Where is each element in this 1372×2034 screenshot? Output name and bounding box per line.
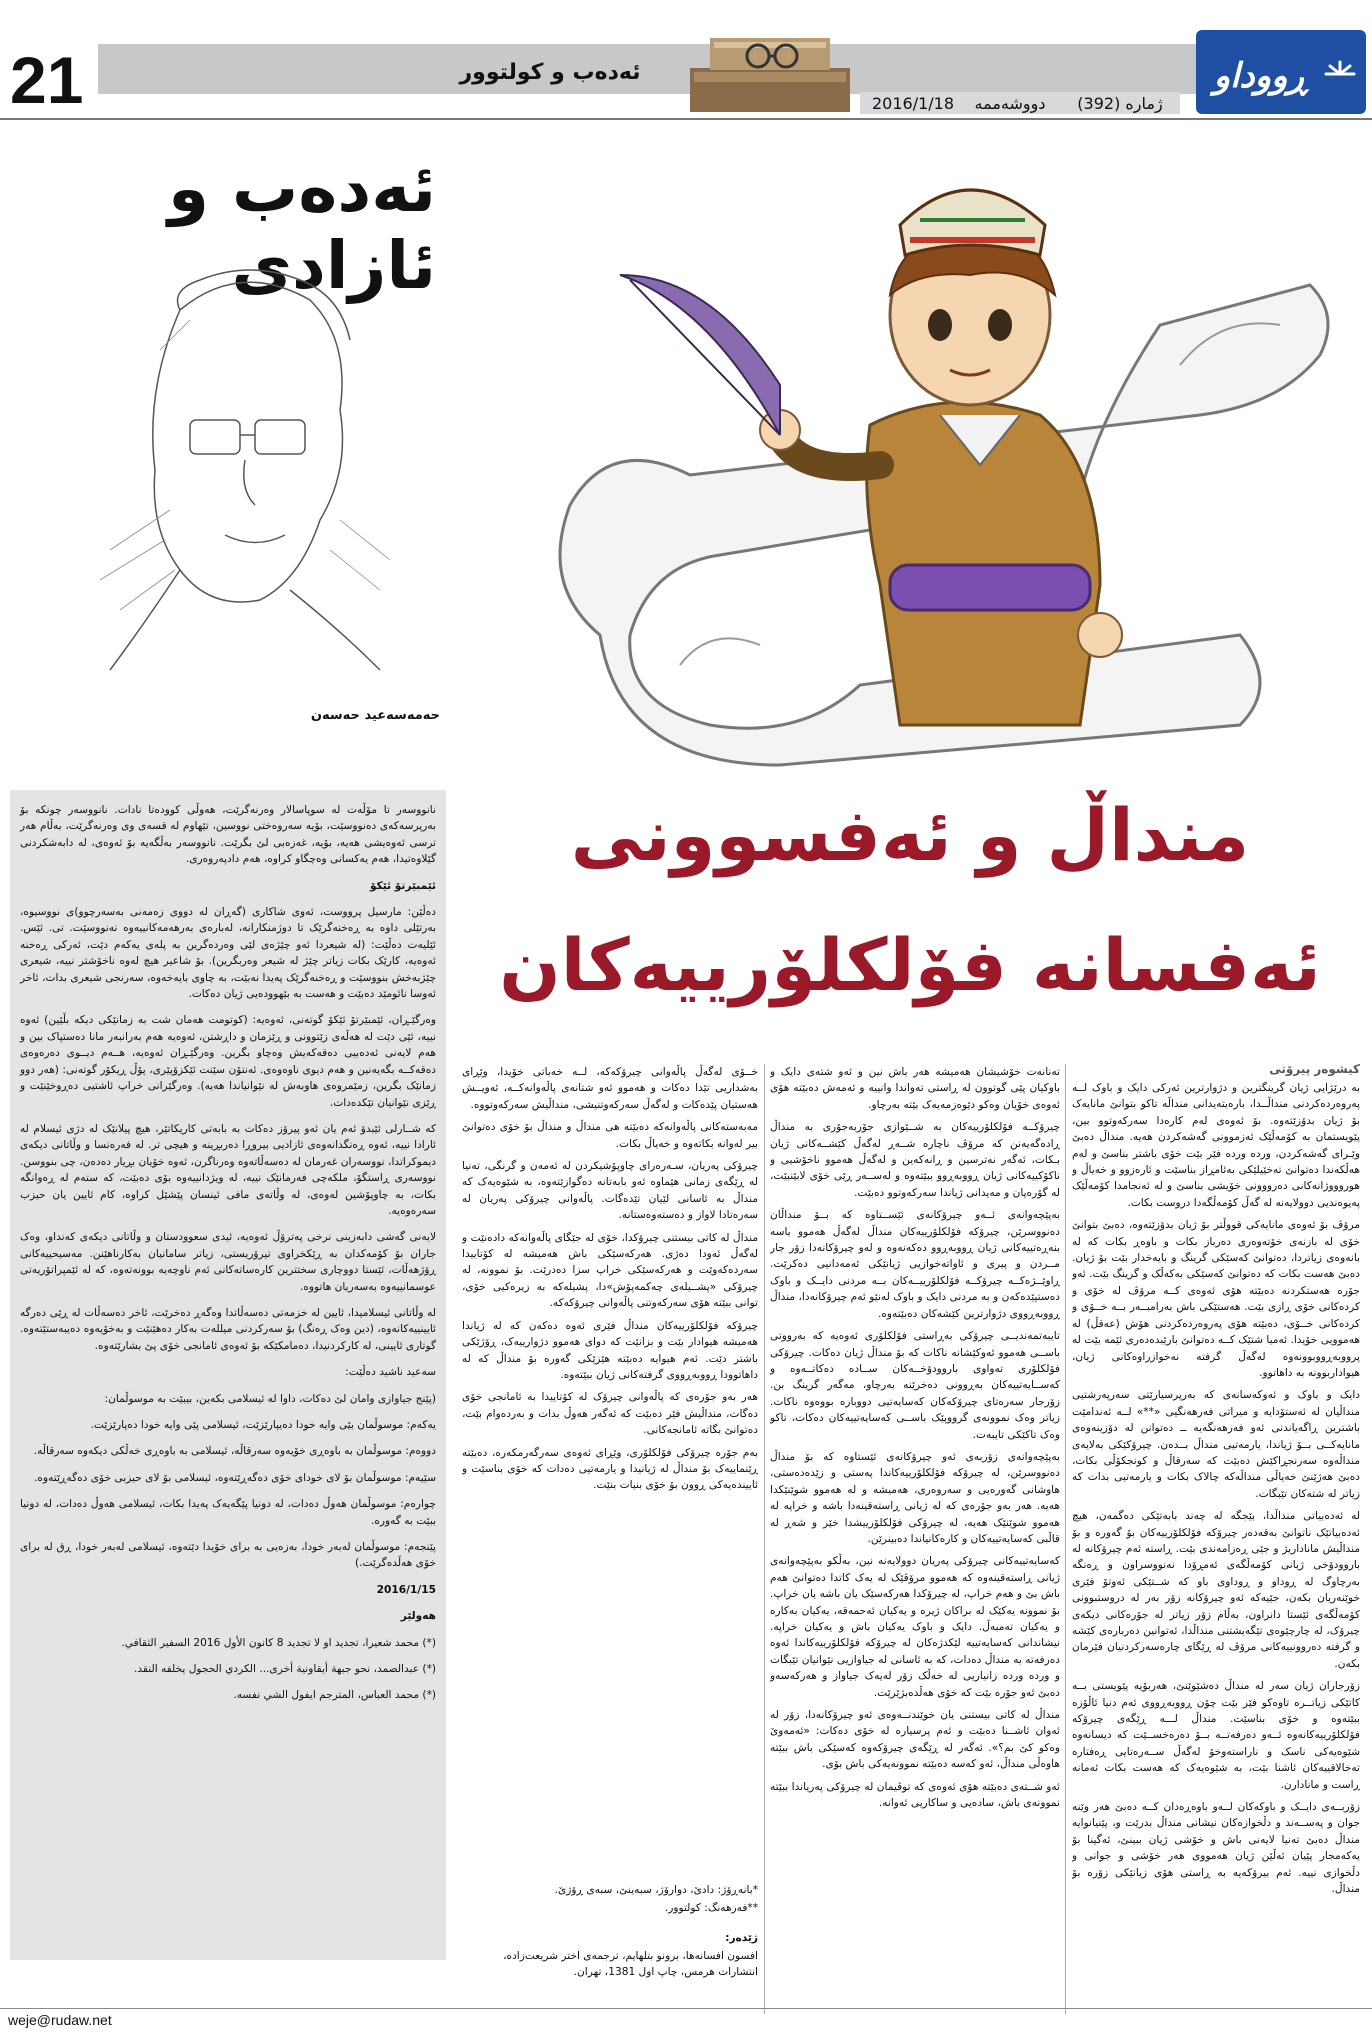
article-column-3: [462, 1064, 758, 1874]
boy-with-quill-illustration: [480, 165, 1360, 775]
paragraph: تەنانەت خۆشیشان هەمیشە هەر باش نین و ئەو شتەی دایک و باوکیان پێی گوتوون لە ڕاستی تەواندا وانییە و ئەمەش دەبێتە هۆی ئەوەی خۆیان وەکو دێوەزمەیەک بێتە بەرچاو.: [770, 1066, 1060, 1111]
paragraph: نانووسەر تا مۆڵەت لە سوپاسالار وەرنەگرێت، هەوڵی کوودەتا نادات. نانووسەر چونکە بۆ بەرپرسەکەی دەنووسێت، بۆیە سەروەختی نووسین، تێهاوم لە قسەی وی وەرنەگرێت، بەڵام هەر ترسی ئەوەیشی هەیە، بۆیە، غەزەبی لێ بگرێت. نانووسەر بەڵگەیە بۆ ئەوەی، لە دابەشکردنی گێلاوەتیدا، هەم یەکسانی وەچگاو کراوە، هەم دادپەروەری.: [20, 804, 436, 866]
logo-sun-icon: [1320, 40, 1360, 80]
article-footnotes: [462, 1882, 758, 2022]
signature-date: 2016/1/15: [376, 1583, 436, 1596]
left-article-title: ئەدەب و ئازادی: [168, 150, 436, 304]
paragraph: چوارەم: موسوڵمان هەوڵ دەدات، لە دونیا پێگەیەک پەیدا بکات، ئیسلامی هەوڵ دەدات، لە دونیا ببێت بە گەورە.: [20, 1498, 436, 1527]
paragraph: زۆرجاران ژیان سەر لە منداڵ دەشێوێنێ، هەربۆیە پێویستی بــە کاتێکی زیاتــرە تاوەکو فێر بێت چۆن ڕووبەڕووی ئەم دنیا ئاڵۆزە ببێتەوە و خۆی بناسێت. منداڵ لـــە ڕێگەی چیرۆکە فۆلکلۆرییەکانەوە ئــەو دەرفەتــە بــۆ دەرەخســێت کە دیسانەوە شێوەیەکی ناسک و ناراستەوخۆ لەگەڵ ســەرەتایی ڕەفتارە تەخالاقییەکان ئاشنا بێت، بە شێوەیەک کە هەست بکات ئەمانە ڕاست و مانادارن.: [1072, 1680, 1360, 1791]
article-column-2: [770, 1064, 1060, 2020]
section-title: ئەدەب و کولتوور: [459, 60, 641, 85]
paragraph: خــۆی لەگەڵ پاڵەوانی چیرۆکەکە، لــە خەباتی خۆیدا، وێڕای بەشداریی تێدا دەکات و هەموو ئەو شتانەی پاڵەوانەکــە، ئەویــش هەستیان پێدەکات و لەگەڵ سەرکەوتنیشی، منداڵیش سەرکەوتووە.: [462, 1066, 758, 1111]
paragraph: ئەو شــتەی دەبێتە هۆی ئەوەی کە توڤیمان لە چیرۆکی پەریاندا ببێتە نموونەی باش، سادەیی و ساکاریی ئەوانە.: [770, 1780, 1060, 1810]
paragraph: چیرۆکی پەریان، سـەرەرای چاوپۆشیکردن لە ئەمەن و گرنگی، تەنیا لە ڕێگەی زمانی هێماوە ئەو بابەتانە دەگوازێتەوە، بە شێوەیەک کە منداڵ بە ئاسانی لێیان تێدەگات. پاڵەوانی چیرۆکی پەریان لە سەرەتادا لاواز و دەستەوەستانە.: [462, 1160, 758, 1222]
paragraph: لە ئەدەبیاتی منداڵدا، بێجگە لە چەند بابەتێکی دەگمەن، هیچ ئەدەبیاتێک ناتوانێ بەقەدەر چیرۆکە فۆلکلۆرییەکان بۆ گەورە و بۆ منداڵیش ماناداریژ و جێی ڕەزامەندی بێت. ڕاستە ئەم چیرۆکانە لە باروودۆخی ژیانی کۆمەڵگەی ئەمڕۆدا نەنووسراون و ڕەنگە بەرچاوگ لە ڕوداو و ڕوداوی باو کە شــتێکی ئەوتۆ فێری خوێنەریان بکەن، جێیەکە ئەو چیرۆکانە زۆر بەر لە دروستبوونی کۆمەڵگەی ئێستا دانراون، بەڵام زۆر زیاتر لە جۆرەکانی دیکەی چیرۆک، لە چارچێوەی تێگەیشتنی منداڵدا، ئەتوانین دەربارەی کێشە و گرفتە دەروونییەکانی مرۆڤ لە ڕێگای چارەسەرکردنیان فێرمان بکەن.: [1072, 1510, 1360, 1670]
paragraph: کەسایەتییەکانی چیرۆکی پەریان دوولایەنە نین، بەڵکو بەپێچەوانەی ژیانی ڕاستەقینەوە کە هەموو مرۆڤێک لە یەک کاتدا دەتوانێ هەم باش بێ و هەم خراپ، لە چیرۆکدا هەرکەسێک یان باشە یان خراپ. بۆ نموونە یەکێک لە براکان ژیرە و یەکیان ئەحمەقە، یەکیان بەکارە و یەکیان تەمبەڵ. دایک و باوک یەکیان باش و یەکیان خراپە. نیشاندانی کەسایەتییە لێکدژەکان لە چیرۆکە فۆلکلۆرییەکاندا ئەوە دەرفەتە بە منداڵ دەدات، کە بە ئاسانی لە جیاوازیی نێوانیان تێبگات و ورده ورده زانیاریی لە خەڵک زۆر لەیەک جیاواز و هەرکەسەو دەبێ ئەو جۆرە بێت کە خۆی هەڵدەبژێرێت.: [770, 1555, 1060, 1699]
footer-divider: [0, 2008, 1372, 2009]
paragraph: دووەم: موسوڵمان بە باوەڕی خۆیەوە سەرقاڵە، ئیسلامی بە باوەڕی خەڵکی دیکەوە سەرقاڵە.: [33, 1445, 436, 1458]
paragraph: منداڵ لە کاتی بیستنی چیرۆکدا، خۆی لە جێگای پاڵەوانەکە دادەنێت و لەگەڵ ئەودا دەژی. هەرکەسێکی باش هەمیشە لە کۆتاییدا سەردەکەوێت و هەرکەسێکی خراپ سزا دەدرێت. بۆ نموونە، لە چیرۆکی «پشــیلەی چەکمەپۆش»دا، پشیلەکە بە زیرەکیی خۆی، توانی ببێتە هۆی سەرکەوتنی پاڵەوانی چیرۆکەکە.: [462, 1231, 758, 1310]
main-article-title: منداڵ و ئەفسوونی ئەفسانە فۆلکلۆرییەکان: [499, 793, 1321, 1007]
paragraph: مرۆڤ بۆ ئەوەی مانایەکی قووڵتر بۆ ژیان بدۆزێتەوە، دەبێ بتوانێ خۆی لە بازنەی خۆتەوەری دەرباز بکات و باوەڕ بکات کە لە بانەوەی زیاتردا، دەتوانێ کەسێکی گرینگ و بایەخدار بێت بۆ ژیان. دەبێ هەست بکات کە دەتوانێ کەسێکی بەکەڵک و گرینگ بێت. ئەو جۆرە هەستکردنە دەبێتە هۆی ئەوەی کــە مرۆڤ لە خۆی و کردەکانی خۆی ڕازی بێت. هەستێکی باش بەرامبــەر بــە خــۆی و کردەکانی خــۆی، دەبێتە هۆی پەروەردەکردنی هۆش (عەقڵ) لە هەموویی خۆیدا. ئەمیا شتێک کــە دەتوانێ بارێبدەدەری ئێمە بێت لە پرووبەڕووبوونەوە لەگەڵ گرفتە نەخوازراوەکانی ژیان، هیواداربوونە بە داهاتوو.: [1072, 1219, 1360, 1379]
paragraph: یەکەم: موسوڵمان بێی وایە خودا دەیپارێزێت، ئیسلامی پێی وایە خودا دەپارێزێت.: [90, 1419, 436, 1431]
left-article-author: حەمەسەعید حەسەن: [310, 708, 440, 723]
paragraph: چیرۆکــە فۆلکلۆرییەکان بە شــێوازی جۆربەجۆری بە منداڵ ڕادەگەیەنن کە مرۆڤ ناچارە شــەڕ لەگەڵ کێشــەکانی ژیان بـکات، ئەگەر نەترسین و ڕانەکەین و لەگەڵ هەموو ناخۆشیی و ناکۆکییەکانی ژیان ڕووبەڕوو ببێتەوە و لەســەر ڕێی خۆی لابێنبێت، لە گۆرەپان و مەیدانی ژیاندا سەرکەوتوو دەبێت.: [770, 1121, 1060, 1199]
left-article-body: [10, 790, 446, 1960]
issue-day: دووشەممە: [974, 94, 1046, 113]
signature-place: هەولێر: [400, 1610, 436, 1623]
paragraph: زۆربــەی دایــک و باوکەکان لــەو باوەڕەدان کــە دەبێ هەر وێنە جوان و پەســەند و دڵخوازەکان نیشانی منداڵ بدرێت و، پێنیانوایە منداڵ دەبێ تەنیا لایەنی باش و خۆشی ژیان ببینێ، ئەگینا بۆ یەکەمجار پێیان ئەڵێن ژیان هەمووی هەر خۆشی و جوانی و دڵخوازی نییە. ئەم بیرۆکەیە بە ڕاستی هۆی زیانێکی زۆرە بۆ منداڵ.: [1072, 1801, 1360, 1896]
paragraph: هەر بەو جۆرەی کە پاڵەوانی چیرۆک لە کۆتاییدا بە ئامانجی خۆی دەگات، منداڵیش فێر دەبێت کە ئەگەر هەوڵ بدات و بەردەوام بێت، دەتوانێ بگاتە ئامانجەکانی.: [462, 1391, 758, 1437]
paragraph: بە درێژایی ژیان گرینگترین و دژوارترین ئەرکی دایک و باوک لــە پەروەردەکردنی منداڵــدا، بارەیتەیدانی منداڵە تاکو بتوانێ مانایەک بۆ ژیان بدۆزێتەوە. بۆ ئەوەی لەم کارەدا سەرکەوتوو بین، پێویستمان بە کۆمەڵێک ئەزموونی گەشەکردن هەیە. منداڵ دەبێ وێـرای گەشەکردن، ورده وردە فێر بێت خۆی باشتر بناسێ و لەم هەڵکەندا دەتوانێ تەخێیلێکی بەئامڕاز بناسێت و ئارەزوو و خەیاڵ و هوروووژانەکانی دەرووونی خۆیشی بناسێ و لە ئەنجامدا کۆمەڵێک پەیوەندیی دوولایەنە لە گەڵ کۆمەڵگەدا دروست بکات.: [1072, 1082, 1360, 1209]
issue-number: ژمارە (392): [1077, 94, 1163, 113]
footer-email-link[interactable]: weje@rudaw.net: [8, 2012, 112, 2028]
note: (*) محمد العباس، المترجم ايفول الشي نفسه.: [233, 1689, 436, 1702]
paragraph: تایبەتمەندیــی چیرۆکی بەڕاستی فۆلکلۆری ئەوەیە کە بەرووتی باســی هەموو ئەوکێشانە ناکات کە بۆ منداڵ ژیان دەکات. چیرۆکی فۆلکلۆری تەواوی باروودۆخــەکان ســادە دەکاتــەوە و کەســایەتییەکان بەڕوونی دەخرێنە بەرچاو، مەگەر گرینگ بن. زۆرجار سەرەتای چیرۆکەکان کەسایەتیی دووبارە بووەوە ناکات. زیاتر وەک نموونەی گرووپێک باســی کەسایەتییەکان دەکات، تاکو وەک تاکێکی تایبەت.: [770, 1330, 1060, 1441]
footnote: *بانەڕۆژ: دادێ، دوارۆژ، سبەینێ، سبەی ڕۆژێ.: [554, 1884, 758, 1896]
main-article-author: کیشوەر پیرۆتی: [1269, 1062, 1360, 1076]
header-divider: [0, 118, 1372, 120]
paragraph: منداڵ لە کاتی بیستنی یان خوێندنــەوەی ئەو چیرۆکانەدا، زۆر لە ئەوان ئاشــنا دەبێت و ئەم پرسیارە لە خۆی دەکات: «ئەمەوێ وەکو کێ بم؟». ئەگەر لە ڕێگەی چیرۆکەوە کەسێکی باش ببێتە هاوەڵی منداڵ، ئەو کەسە دەبێتە نموونەیەکی باش بۆی.: [770, 1709, 1060, 1771]
rudaw-logo-text: ڕووداو: [1213, 56, 1309, 96]
page-number: 21: [10, 43, 84, 117]
footnote: **فەرهەنگ: کولتوور.: [664, 1902, 758, 1914]
article-column-1: [1072, 1080, 1360, 2020]
paragraph: وەرگێـڕان، ئێمبێرتۆ ئێکۆ گوتەنی، ئەوەیە: (کوتومت هەمان شت بە زمانێکی دیکە بڵێین) ئەوە نییە، ئێی دێت لە هەڵەی زێتوونی و ڕێزمان و داڕشتن، ئەوەیە هەم بەرانبەر مانا دەستپاک بین و هەم لایەنی ئەدەبیی دەقەکەیش وەچاو بگرین. وەرگێـڕان ئەوەیە، هــەم دیــوی دەرەوەی دەقەکــە بگەیەنین و هەم دیوی ناوەوەی. ئەنتۆن سێنت ئێکزۆپێری، پۆڵ ڕیکۆر گوتەنی: (هەر دوو زمانێک بگرین، زمێمروەی هاوبەش لە نێوانیاندا هەیە). وەرگێرانی خراپ ئاشتیی دەڕوخێنێت و ڕێزی نێوانیان تێکدەدات.: [20, 1014, 436, 1109]
quote-source: ئێمبێرتۆ ئێکۆ: [369, 879, 436, 892]
sources: افسون افسانه‌ها، برونو بتلهایم، ترجمه‌ی اختر شریعت‌زاده، انتشارات هرمس، چاپ اول 1381، تهران.: [503, 1950, 758, 1978]
paragraph: دەڵێن: مارسیل پرووست، ئەوی شاکاری (گەڕان لە دووی زەمەنی بەسەرچوو)ی نووسیوە، بەرتێلی داوە بە ڕەخنەگرێک تا دوژمنکارانە، لەبارەی بەرهەمەکانییەوە نەنووسێت. تی. ئێس. ئێلیەت دەڵێت: (لە شیعردا ئەو چێژەی لێی وەردەگرین بە پلەی یەکەم دێت، ئەرکی ڕەخنە ئەوەیە، کارێک بکات زیاتر چێژ لە شیعر وەربگرین). بۆ شاعیر هیچ لەوە ناخۆشتر نییە، شیعری چێژبەخش بنووسێت و ڕەخنەگرێک پەیدا نەبێت، بە چاوی بایەخەوە، سەرنجی شیعری بدات، ئاخر ئەوسا نائومێد دەبێت و هەست بە بێهوودەیی ژیان دەکات.: [20, 906, 436, 1001]
author-portrait-sketch: [50, 250, 430, 680]
paragraph: بەپێچەوانەی ئــەو چیرۆکانەی ئێســتاوە کە بــۆ منداڵان دەنووسرێن، چیرۆکە فۆلکلۆرییەکان منداڵ لەگەڵ هەموو باسە بنەڕەتییەکانی ژیان ڕووبەڕوو دەکەنەوە و لەو چیرۆکانەدا زۆر جار مــردن و پیری و ئاواتەخوازیی ژیانێکی ئەمەدانیی دەکرێت. ڕاوێــژەکــە چیرۆکــە فۆلکلۆرییــەکان بــە مردنی دایــک و باوک دەستپێدەکەن و بە مردنی دایک و باوک لەنێو ئەم چیرۆکانەدا، منداڵ ڕووبەڕووی دژوارترین کێشەکان دەبێتەوە.: [770, 1209, 1060, 1320]
paragraph: بەم جۆرە چیرۆکی فۆلکلۆری، وێڕای ئەوەی سەرگەرمکەرە، دەبێتە ڕێنماییەک بۆ منداڵ لە ژیانیدا و یارمەتیی دەدات کە خۆی بناسێت و ئاییندەیەکی ڕوون بۆ خۆی بنیات بنێت.: [462, 1446, 758, 1492]
paragraph: لە وڵاتانی ئیسلامیدا، ئایین لە خزمەتی دەسەڵاتدا وەگەڕ دەخرێت، ئاخر دەسەڵات لە ڕێی دەرگە ئایینییەکانەوە، (دین وەک ڕەنگ) بۆ سەرکردنی میللەت بەکار دەهێنێت و بەخۆیەوە دەیبەستێتەوە. گوتاری ئایینی، لە کارکردنیدا، دەمامکێکە بۆ ئەوەی ئامانجی خۆی پێ بشارێتەوە.: [20, 1306, 436, 1352]
paragraph: پێنجەم: موسوڵمان لەبەر خودا، بەزەیی بە برای خۆیدا دێتەوە، ئیسلامی لەبەر خودا، ڕق لە برای خۆی هەڵدەگرێت.): [20, 1541, 436, 1570]
paragraph: لایەنی گەشی دابەزینی نرخی پەترۆڵ ئەوەیە، ئیدی سعوودستان و وڵاتانی دیکەی کەنداو، وەک جاران بۆ کۆمەکدان بە ڕێکخراوی تیرۆریستی، زیاتر سامانیان بەکارناهێنن. مەسیحییەکانی ڕۆژهەڵات، ئێستا دووچاری سختترین کارەساتەکانی ئەم ناوچەیە بوونەتەوە، کە لە ئێمپراتۆریەتی عوسمانییەوە بەسەریان هاتووە.: [20, 1231, 436, 1293]
paragraph: سێیەم: موسوڵمان بۆ لای خودای خۆی دەگەڕێتەوە، ئیسلامی بۆ لای حیزبی خۆی دەگەڕێتەوە.: [34, 1471, 436, 1484]
paragraph: دایک و باوک و ئەوکەسانەی کە بەرپرسیارێتی سەرپەرشتیی منداڵیان لە ئەستۆدایە و میراتی فەرهەنگیی «**» لــە ئەندامێت باشترین ڕاگەیاندنی ئەو فەرهەنگەیە ــ دەتوانن لە دۆزینەوەی مانایەکــی بــۆ ژیاندا، یارمەتیی منداڵ بــدەن. چیرۆکێکی بەلایەی منداڵەوە سەرنجڕاکێش دەبێت کە سەرقاڵ و کونجکۆڵی بکات، دەبێ هەژێنێ خەیاڵی منداڵەکە چالاک بکات و یارمەتیی بدات کە زیاتر لە شتەکان تێبگات.: [1072, 1389, 1360, 1500]
sources-label: ژێدەر:: [725, 1932, 758, 1944]
note: (*) محمد شعيرا، تجديد او لا تجديد 8 كانون الأول 2016 السفير الثقافي.: [121, 1636, 436, 1649]
paragraph: چیرۆکە فۆلکلۆرییەکان منداڵ فێری ئەوە دەکەن کە لە ژیاندا هەمیشە هیوادار بێت و بزانێت کە دوای هەموو دژوارییەک، ڕۆژێکی باشتر دێت. ئەم هیوایە دەبێتە هێزێکی گەورە بۆ منداڵ کە لە داهاتوودا ڕووبەڕووی گرفتەکانی ژیان ببێتەوە.: [462, 1319, 758, 1381]
books-glasses-illustration: [680, 18, 860, 118]
paragraph: مەبەستەکانی پاڵەوانەکە دەبێتە هی منداڵ و منداڵ بۆ خۆی دەتوانێ بیر لەوانە بکاتەوە و خەیاڵ بکات.: [462, 1121, 758, 1150]
column-divider: [764, 1064, 765, 2014]
paragraph: سەعید ناشید دەڵێت:: [345, 1366, 436, 1379]
paragraph: کە شــارلی ئێبدۆ ئەم یان ئەو پیرۆز دەکات بە بابەتی کاریکاتێر، هیچ پیلانێک لە دژی ئیسلام لە ئارادا نییە، ئەوە ڕەنگدانەوەی ئازادیی بیروڕا دەربڕینە و هیچی تر. لە فەرەنسا و وڵاتانی دیکەی دیموکراتدا، نووسەران غەرمان لە دەسەڵاتەوە وەرناگرن، ئەوە خۆیان بڕیار دەدەن، چی بنووسن. نووسەری ڕاستگۆ، ملکەچی فەرمانێک نییە، لە ویژدانییەوە بۆی دەبێت، کە ستەم لە ڕەوانگە بکات، بە چاوپۆشین لەوەی، لە وڵاتەی مافی ئینسان پێشێل کراوە، کام ئایین یان حیزب سەرەوەیە.: [20, 1122, 436, 1217]
note: (*) عبدالصمد، نحو جبهة أيقاونية أخرى... الكردي الحجول يخلفه النقد.: [133, 1663, 436, 1676]
paragraph: (پێنج جیاوازی وامان لێ دەکات، داوا لە ئیسلامی بکەین، بیبێت بە موسوڵمان:: [104, 1392, 436, 1405]
column-divider: [1065, 1064, 1066, 2014]
issue-date: 2016/1/18: [871, 94, 955, 113]
paragraph: بەپێچەوانەی زۆربەی ئەو چیرۆکانەی ئێستاوە کە بۆ منداڵ دەنووسرێن، لە چیرۆکە فۆلکلۆرییەکاندا پەستی و زێدەدەستی، هاوشانی گەورەیی و سەروەری، هەمیشە و لە هەموو شوێنێکدا هەیە. هەر بەو جۆرەی کە لە ژیانی ڕاستەقینەدا باشە و خراپە لە هەموو شوێنێک هەیە، لە چیرۆکی فۆلکلۆرییشدا خێر و شەڕ لە قاڵبی کەسایەتییەکان و کارەکانیاندا دەبینرێن.: [770, 1450, 1060, 1545]
